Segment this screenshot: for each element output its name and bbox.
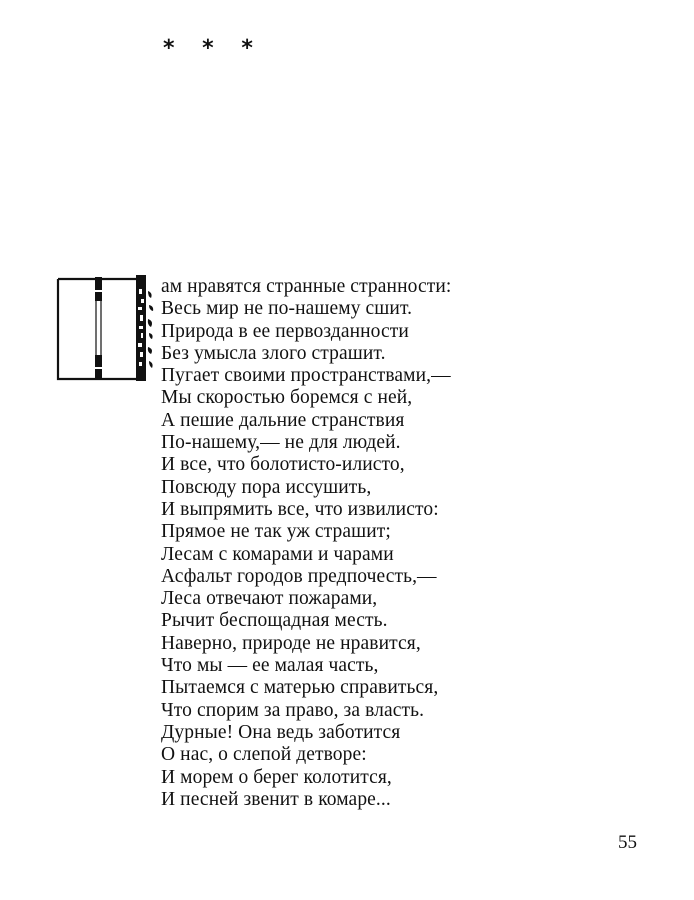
- poem-line: Повсюду пора иссушить,: [161, 476, 372, 498]
- poem-line: Дурные! Она ведь заботится: [161, 721, 401, 743]
- poem-line: Что спорим за право, за власть.: [161, 699, 425, 721]
- poem-line: И выпрямить все, что извилисто:: [161, 498, 439, 520]
- poem-line: Пугает своими пространствами,—: [161, 365, 451, 387]
- poem-line: Мы скоростью боремся с ней,: [161, 387, 413, 409]
- poem-line: Пытаемся с матерью справиться,: [161, 677, 439, 699]
- poem-line: Наверно, природе не нравится,: [161, 632, 421, 654]
- page-number: 55: [618, 832, 637, 853]
- poem-body: [161, 276, 641, 811]
- section-ornament: * * *: [163, 36, 263, 61]
- poem-line: И все, что болотисто-илисто,: [161, 454, 405, 476]
- poem-line: И морем о берег колотится,: [161, 766, 392, 788]
- poem-line: Леса отвечают пожарами,: [161, 588, 378, 610]
- poem-line: Без умысла злого страшит.: [161, 342, 386, 364]
- poem-line: Прямое не так уж страшит;: [161, 521, 391, 543]
- poem-line: Весь мир не по-нашему сшит.: [161, 298, 413, 320]
- poem-line: ам нравятся странные странности:: [161, 276, 452, 297]
- poem-line: Природа в ее первозданности: [161, 320, 409, 342]
- ornamental-drop-cap-icon: [56, 273, 158, 383]
- poem-line: По-нашему,— не для людей.: [161, 432, 401, 454]
- poem-line: А пешие дальние странствия: [161, 409, 405, 431]
- poem-line: Что мы — ее малая часть,: [161, 655, 379, 677]
- poem-line: О нас, о слепой детворе:: [161, 744, 367, 766]
- poem-line: Лесам с комарами и чарами: [161, 543, 394, 565]
- poem-line: И песней звенит в комаре...: [161, 788, 391, 810]
- poem-line: Рычит беспощадная месть.: [161, 610, 388, 632]
- poem-line: Асфальт городов предпочесть,—: [161, 565, 437, 587]
